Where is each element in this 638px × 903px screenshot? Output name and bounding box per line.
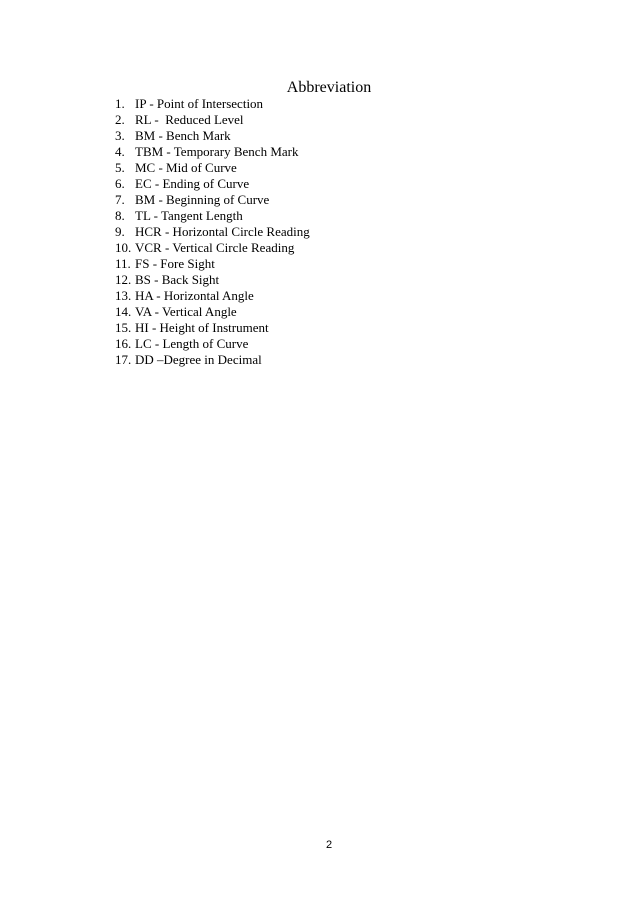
list-item [115, 272, 310, 288]
item-number: 8. [115, 208, 125, 223]
item-text: HA - Horizontal Angle [135, 288, 254, 303]
list-item [115, 320, 310, 336]
page-title: Abbreviation [286, 79, 372, 96]
item-number: 7. [115, 192, 125, 207]
list-item [115, 352, 310, 368]
list-item [115, 256, 310, 272]
item-text: HI - Height of Instrument [135, 320, 269, 335]
item-text: TBM - Temporary Bench Mark [135, 144, 299, 159]
item-text: EC - Ending of Curve [135, 176, 250, 191]
list-item [115, 176, 310, 192]
list-item [115, 128, 310, 144]
item-number: 1. [115, 96, 125, 111]
item-text: DD –Degree in Decimal [135, 352, 262, 367]
list-item [115, 304, 310, 320]
item-number: 11. [115, 256, 131, 271]
list-item [115, 144, 310, 160]
item-number: 6. [115, 176, 125, 191]
abbreviation-list [115, 96, 310, 368]
item-number: 3. [115, 128, 125, 143]
item-number: 10. [115, 240, 132, 255]
list-item [115, 192, 310, 208]
item-number: 14. [115, 304, 132, 319]
item-text: HCR - Horizontal Circle Reading [135, 224, 310, 239]
item-number: 13. [115, 288, 132, 303]
item-text: TL - Tangent Length [135, 208, 243, 223]
item-text: VA - Vertical Angle [135, 304, 237, 319]
item-number: 9. [115, 224, 125, 239]
item-number: 5. [115, 160, 125, 175]
list-item [115, 224, 310, 240]
list-item [115, 208, 310, 224]
item-text: BS - Back Sight [135, 272, 220, 287]
item-text: MC - Mid of Curve [135, 160, 237, 175]
list-item [115, 336, 310, 352]
item-number: 12. [115, 272, 132, 287]
list-item [115, 160, 310, 176]
list-item [115, 96, 310, 112]
page-number: 2 [325, 839, 333, 851]
item-text: FS - Fore Sight [135, 256, 215, 271]
list-item [115, 288, 310, 304]
item-number: 17. [115, 352, 132, 367]
item-text: BM - Beginning of Curve [135, 192, 270, 207]
list-item [115, 112, 310, 128]
list-item [115, 240, 310, 256]
item-text: LC - Length of Curve [135, 336, 249, 351]
item-number: 2. [115, 112, 125, 127]
item-text: VCR - Vertical Circle Reading [135, 240, 295, 255]
item-number: 16. [115, 336, 132, 351]
item-number: 15. [115, 320, 132, 335]
item-text: IP - Point of Intersection [135, 96, 264, 111]
item-number: 4. [115, 144, 125, 159]
item-text: RL - Reduced Level [135, 112, 244, 127]
item-text: BM - Bench Mark [135, 128, 231, 143]
